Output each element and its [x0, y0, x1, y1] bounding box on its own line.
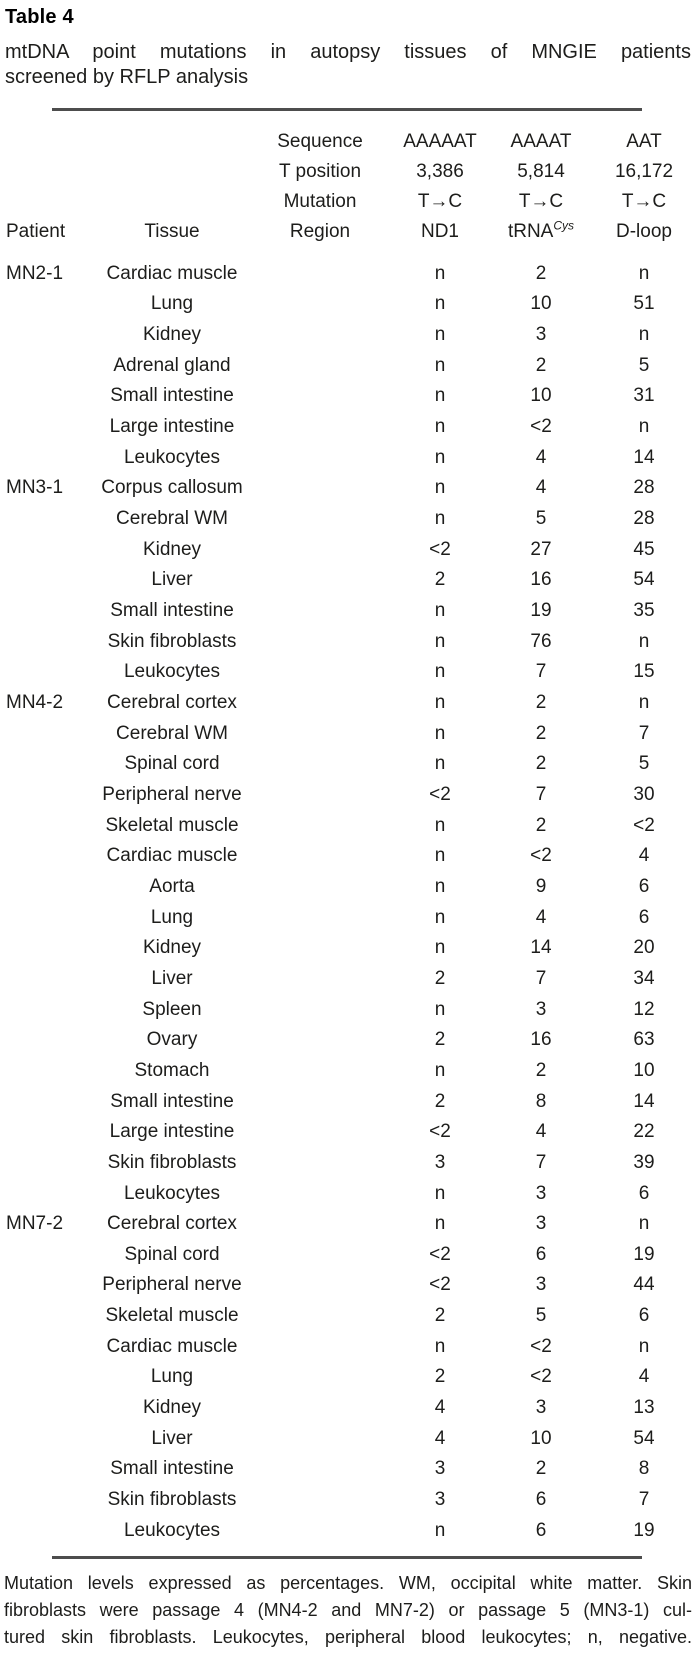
dloop-value-cell: 63 — [633, 1029, 655, 1051]
nd1-value-cell: n — [434, 1182, 446, 1204]
meta-value: 16,172 — [614, 161, 674, 182]
nd1-value-cell: n — [434, 446, 446, 468]
nd1-value-cell: n — [434, 906, 446, 928]
nd1-value-cell: n — [434, 1519, 446, 1541]
tissue-cell: Spinal cord — [124, 1243, 220, 1265]
tissue-cell: Kidney — [142, 937, 202, 959]
trna-value-cell: 2 — [535, 262, 547, 284]
table-row — [0, 810, 700, 841]
tissue-cell: Ovary — [146, 1029, 198, 1051]
table-row — [0, 1485, 700, 1516]
tissue-cell: Kidney — [142, 1397, 202, 1419]
trna-value-cell: 5 — [535, 1305, 547, 1327]
table-row — [0, 933, 700, 964]
dloop-value-cell: <2 — [633, 814, 655, 836]
nd1-value-cell: n — [434, 262, 446, 284]
tissue-cell: Cerebral cortex — [107, 692, 237, 714]
meta-value: 5,814 — [517, 161, 565, 182]
trna-value-cell: 16 — [530, 569, 552, 591]
trna-value-cell: 3 — [535, 1213, 547, 1235]
tissue-cell: Peripheral nerve — [102, 1274, 242, 1296]
table-row — [0, 259, 700, 290]
tissue-cell: Peripheral nerve — [102, 783, 242, 805]
meta-value: AAAAAT — [403, 131, 477, 152]
table-row — [0, 718, 700, 749]
nd1-value-cell: 3 — [434, 1458, 446, 1480]
meta-row-label: Mutation — [283, 191, 357, 212]
nd1-value-cell: 2 — [434, 1305, 446, 1327]
tissue-cell: Skeletal muscle — [105, 814, 239, 836]
dloop-value-cell: 54 — [633, 569, 655, 591]
trna-value-cell: 3 — [535, 1182, 547, 1204]
table-row — [0, 442, 700, 473]
tissue-cell: Leukocytes — [123, 1519, 221, 1541]
dloop-value-cell: 19 — [633, 1519, 655, 1541]
table-row — [0, 289, 700, 320]
trna-value-cell: 6 — [535, 1519, 547, 1541]
nd1-value-cell: 2 — [434, 1090, 446, 1112]
table-row — [0, 1331, 700, 1362]
table-row — [0, 964, 700, 995]
table-subtitle-line-1: mtDNA point mutations in autopsy tissues of MNGIE patients — [5, 41, 691, 63]
trna-value-cell: 19 — [530, 600, 552, 622]
tissue-cell: Kidney — [142, 538, 202, 560]
trna-value-cell: 7 — [535, 1151, 547, 1173]
dloop-value-cell: 54 — [633, 1427, 655, 1449]
trna-value-cell: 7 — [535, 783, 547, 805]
table-row — [0, 473, 700, 504]
trna-value-cell: 14 — [530, 937, 552, 959]
nd1-value-cell: n — [434, 1335, 446, 1357]
trna-value-cell: 3 — [535, 1274, 547, 1296]
nd1-value-cell: 2 — [434, 569, 446, 591]
tissue-cell: Cardiac muscle — [106, 1335, 238, 1357]
column-header-patient: Patient — [6, 221, 66, 242]
table-row — [0, 1270, 700, 1301]
tissue-cell: Skin fibroblasts — [107, 1151, 237, 1173]
table-row — [0, 1178, 700, 1209]
column-header-trna — [494, 218, 588, 243]
meta-value: AAAAT — [510, 131, 572, 152]
table-row — [0, 872, 700, 903]
dloop-value-cell: 14 — [633, 1090, 655, 1112]
patient-id-cell: MN7-2 — [6, 1213, 64, 1235]
table-row — [0, 596, 700, 627]
footnote-line-3: tured skin fibroblasts. Leukocytes, peripheral blood leukocytes; n, negative. — [4, 1627, 692, 1647]
nd1-value-cell: n — [434, 692, 446, 714]
dloop-value-cell: n — [638, 692, 650, 714]
dloop-value-cell: 34 — [633, 967, 655, 989]
table-row — [0, 1025, 700, 1056]
patient-id-cell: MN2-1 — [6, 262, 64, 284]
tissue-cell: Large intestine — [109, 1121, 235, 1143]
trna-value-cell: 76 — [530, 630, 552, 652]
table-subtitle — [5, 40, 691, 89]
table-column-header-row — [0, 217, 700, 247]
nd1-value-cell: 2 — [434, 967, 446, 989]
tissue-cell: Kidney — [142, 324, 202, 346]
trna-value-cell: 2 — [535, 692, 547, 714]
tissue-cell: Small intestine — [110, 1090, 234, 1112]
table-row — [0, 1423, 700, 1454]
dloop-value-cell: 10 — [633, 1059, 655, 1081]
table-row — [0, 1209, 700, 1240]
meta-value: T→C — [518, 191, 564, 212]
tissue-cell: Cerebral WM — [116, 508, 228, 530]
nd1-value-cell: n — [434, 293, 446, 315]
patient-id-cell: MN4-2 — [6, 692, 64, 714]
dloop-value-cell: 51 — [633, 293, 655, 315]
nd1-value-cell: n — [434, 937, 446, 959]
table-meta-row-mutation — [0, 187, 700, 217]
table-row — [0, 381, 700, 412]
nd1-value-cell: n — [434, 477, 446, 499]
tissue-cell: Corpus callosum — [101, 477, 243, 499]
table-row — [0, 780, 700, 811]
nd1-value-cell: n — [434, 814, 446, 836]
dloop-value-cell: 28 — [633, 508, 655, 530]
nd1-value-cell: 4 — [434, 1427, 446, 1449]
table-footnote — [4, 1570, 692, 1651]
dloop-value-cell: n — [638, 416, 650, 438]
dloop-value-cell: 6 — [638, 906, 650, 928]
footnote-line-2: fibroblasts were passage 4 (MN4-2 and MN7-2) or passage 5 (MN3-1) cul- — [4, 1600, 692, 1620]
trna-value-cell: 10 — [530, 1427, 552, 1449]
table-row — [0, 1086, 700, 1117]
dloop-value-cell: n — [638, 1335, 650, 1357]
trna-value-cell: 5 — [535, 508, 547, 530]
dloop-value-cell: 22 — [633, 1121, 655, 1143]
column-header-region: Region — [289, 221, 351, 242]
trna-value-cell: 8 — [535, 1090, 547, 1112]
nd1-value-cell: n — [434, 416, 446, 438]
trna-value-cell: 6 — [535, 1243, 547, 1265]
table-row — [0, 1515, 700, 1546]
table-header — [0, 127, 700, 247]
dloop-value-cell: 6 — [638, 875, 650, 897]
nd1-value-cell: <2 — [429, 783, 451, 805]
tissue-cell: Stomach — [134, 1059, 210, 1081]
dloop-value-cell: 19 — [633, 1243, 655, 1265]
table-row — [0, 1117, 700, 1148]
footnote-line-1: Mutation levels expressed as percentages. WM, occipital white matter. Skin — [4, 1573, 692, 1593]
trna-value-cell: 10 — [530, 293, 552, 315]
tissue-cell: Cerebral WM — [116, 722, 228, 744]
nd1-value-cell: n — [434, 354, 446, 376]
table-row — [0, 1240, 700, 1271]
dloop-value-cell: 6 — [638, 1305, 650, 1327]
table-row — [0, 902, 700, 933]
nd1-value-cell: n — [434, 1059, 446, 1081]
trna-value-cell: 9 — [535, 875, 547, 897]
trna-value-cell: 4 — [535, 1121, 547, 1143]
patient-id-cell: MN3-1 — [6, 477, 64, 499]
trna-value-cell: 2 — [535, 354, 547, 376]
table-meta-row-sequence — [0, 127, 700, 157]
table-row — [0, 320, 700, 351]
dloop-value-cell: 12 — [633, 998, 655, 1020]
table-row — [0, 1301, 700, 1332]
meta-value: T→C — [621, 191, 667, 212]
trna-value-cell: 2 — [535, 1059, 547, 1081]
dloop-value-cell: 30 — [633, 783, 655, 805]
tissue-cell: Liver — [151, 569, 193, 591]
tissue-cell: Cardiac muscle — [106, 262, 238, 284]
trna-value-cell: 4 — [535, 477, 547, 499]
table-row — [0, 749, 700, 780]
tissue-cell: Skeletal muscle — [105, 1305, 239, 1327]
dloop-value-cell: 28 — [633, 477, 655, 499]
trna-superscript: Cys — [553, 218, 575, 233]
meta-value: AAT — [626, 131, 662, 152]
trna-value-cell: 10 — [530, 385, 552, 407]
trna-value-cell: 2 — [535, 722, 547, 744]
nd1-value-cell: <2 — [429, 1121, 451, 1143]
tissue-cell: Cardiac muscle — [106, 845, 238, 867]
nd1-value-cell: n — [434, 385, 446, 407]
dloop-value-cell: 13 — [633, 1397, 655, 1419]
nd1-value-cell: 2 — [434, 1029, 446, 1051]
trna-value-cell: 7 — [535, 661, 547, 683]
dloop-value-cell: 14 — [633, 446, 655, 468]
dloop-value-cell: 7 — [638, 1489, 650, 1511]
trna-value-cell: 4 — [535, 446, 547, 468]
dloop-value-cell: n — [638, 262, 650, 284]
meta-value: T→C — [417, 191, 463, 212]
dloop-value-cell: 31 — [633, 385, 655, 407]
dloop-value-cell: 35 — [633, 600, 655, 622]
nd1-value-cell: n — [434, 324, 446, 346]
tissue-cell: Leukocytes — [123, 661, 221, 683]
trna-label: tRNA — [507, 221, 554, 242]
dloop-value-cell: 8 — [638, 1458, 650, 1480]
dloop-value-cell: n — [638, 630, 650, 652]
column-header-nd1: ND1 — [420, 221, 459, 242]
tissue-cell: Spinal cord — [124, 753, 220, 775]
dloop-value-cell: 20 — [633, 937, 655, 959]
dloop-value-cell: 6 — [638, 1182, 650, 1204]
tissue-cell: Liver — [151, 1427, 193, 1449]
meta-value: 3,386 — [416, 161, 464, 182]
trna-value-cell: 3 — [535, 1397, 547, 1419]
tissue-cell: Spleen — [142, 998, 202, 1020]
tissue-cell: Large intestine — [109, 416, 235, 438]
column-header-tissue: Tissue — [144, 221, 200, 242]
trna-value-cell: <2 — [530, 416, 552, 438]
trna-value-cell: <2 — [530, 1366, 552, 1388]
dloop-value-cell: 45 — [633, 538, 655, 560]
nd1-value-cell: 2 — [434, 1366, 446, 1388]
table-row — [0, 626, 700, 657]
tissue-cell: Leukocytes — [123, 1182, 221, 1204]
table-meta-row-tposition — [0, 157, 700, 187]
trna-value-cell: 16 — [530, 1029, 552, 1051]
nd1-value-cell: n — [434, 875, 446, 897]
table-row — [0, 1362, 700, 1393]
table-row — [0, 350, 700, 381]
dloop-value-cell: 44 — [633, 1274, 655, 1296]
trna-value-cell: 3 — [535, 998, 547, 1020]
nd1-value-cell: 4 — [434, 1397, 446, 1419]
dloop-value-cell: 4 — [638, 845, 650, 867]
meta-row-label: Sequence — [277, 131, 363, 152]
trna-value-cell: 2 — [535, 1458, 547, 1480]
dloop-value-cell: 5 — [638, 354, 650, 376]
table-top-rule — [52, 108, 642, 111]
trna-value-cell: 4 — [535, 906, 547, 928]
column-header-dloop: D-loop — [616, 221, 672, 242]
table-row — [0, 565, 700, 596]
tissue-cell: Lung — [150, 293, 194, 315]
table-body — [0, 259, 700, 1547]
table-row — [0, 994, 700, 1025]
table-row — [0, 1056, 700, 1087]
dloop-value-cell: 39 — [633, 1151, 655, 1173]
tissue-cell: Lung — [150, 1366, 194, 1388]
tissue-cell: Leukocytes — [123, 446, 221, 468]
tissue-cell: Aorta — [149, 875, 195, 897]
trna-value-cell: 2 — [535, 753, 547, 775]
table-row — [0, 534, 700, 565]
table-title: Table 4 — [5, 6, 74, 28]
table-row — [0, 504, 700, 535]
dloop-value-cell: n — [638, 324, 650, 346]
table-row — [0, 1454, 700, 1485]
nd1-value-cell: n — [434, 845, 446, 867]
nd1-value-cell: 3 — [434, 1489, 446, 1511]
table-row — [0, 688, 700, 719]
nd1-value-cell: n — [434, 753, 446, 775]
tissue-cell: Small intestine — [110, 385, 234, 407]
tissue-cell: Adrenal gland — [113, 354, 231, 376]
nd1-value-cell: n — [434, 998, 446, 1020]
dloop-value-cell: n — [638, 1213, 650, 1235]
nd1-value-cell: n — [434, 722, 446, 744]
tissue-cell: Skin fibroblasts — [107, 630, 237, 652]
nd1-value-cell: n — [434, 1213, 446, 1235]
trna-value-cell: <2 — [530, 1335, 552, 1357]
nd1-value-cell: <2 — [429, 1243, 451, 1265]
tissue-cell: Liver — [151, 967, 193, 989]
nd1-value-cell: n — [434, 508, 446, 530]
nd1-value-cell: n — [434, 600, 446, 622]
trna-value-cell: 2 — [535, 814, 547, 836]
dloop-value-cell: 7 — [638, 722, 650, 744]
trna-value-cell: 27 — [530, 538, 552, 560]
tissue-cell: Small intestine — [110, 600, 234, 622]
table-row — [0, 1148, 700, 1179]
table-row — [0, 657, 700, 688]
dloop-value-cell: 4 — [638, 1366, 650, 1388]
table-subtitle-line-2: screened by RFLP analysis — [5, 65, 249, 88]
nd1-value-cell: <2 — [429, 538, 451, 560]
nd1-value-cell: 3 — [434, 1151, 446, 1173]
table-bottom-rule — [52, 1556, 642, 1559]
dloop-value-cell: 15 — [633, 661, 655, 683]
nd1-value-cell: n — [434, 661, 446, 683]
tissue-cell: Skin fibroblasts — [107, 1489, 237, 1511]
meta-row-label: T position — [278, 161, 362, 182]
trna-value-cell: <2 — [530, 845, 552, 867]
table-row — [0, 841, 700, 872]
table-row — [0, 1393, 700, 1424]
trna-value-cell: 6 — [535, 1489, 547, 1511]
nd1-value-cell: n — [434, 630, 446, 652]
trna-value-cell: 3 — [535, 324, 547, 346]
nd1-value-cell: <2 — [429, 1274, 451, 1296]
table-row — [0, 412, 700, 443]
tissue-cell: Lung — [150, 906, 194, 928]
tissue-cell: Cerebral cortex — [107, 1213, 237, 1235]
dloop-value-cell: 5 — [638, 753, 650, 775]
tissue-cell: Small intestine — [110, 1458, 234, 1480]
trna-value-cell: 7 — [535, 967, 547, 989]
